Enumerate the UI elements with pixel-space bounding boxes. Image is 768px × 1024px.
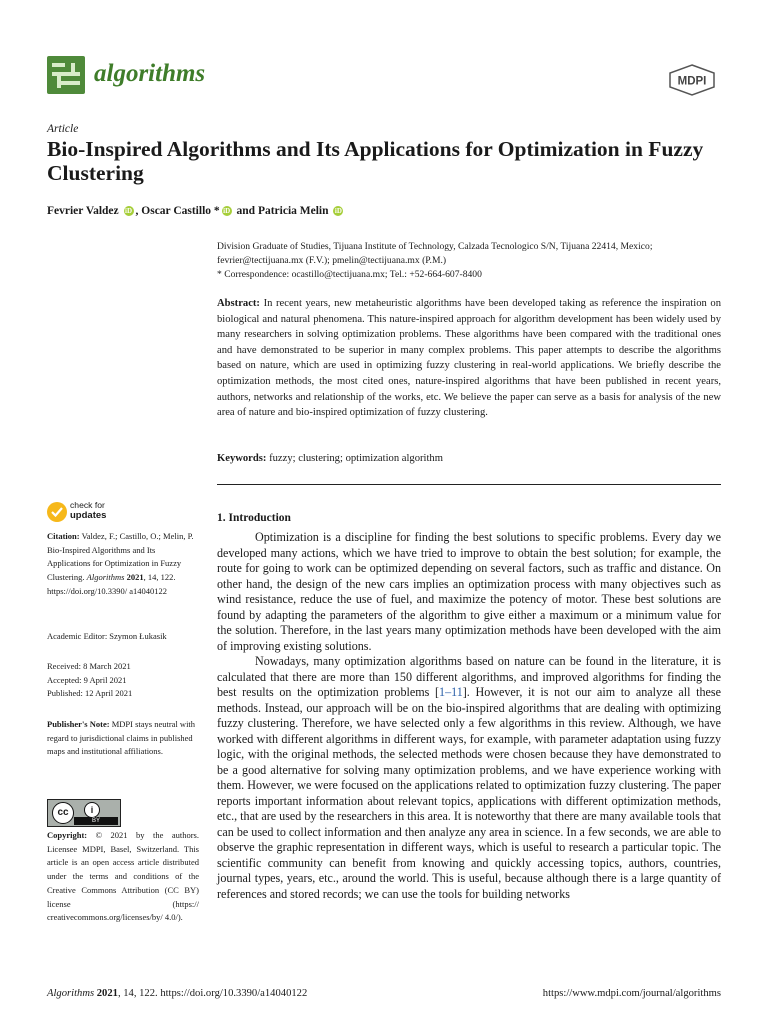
corresponding-mark: * [211,205,220,217]
journal-logo [47,56,85,94]
orcid-icon[interactable]: iD [334,207,342,215]
reference-link[interactable]: 1–11 [439,685,463,699]
footer-doi[interactable]: , 14, 122. https://doi.org/10.3390/a14040122 [117,988,308,999]
footer-citation [47,988,307,999]
author-1[interactable]: Fevrier Valdez [47,205,119,217]
check-updates-icon [47,502,67,522]
publisher-note-text: MDPI stays neutral with regard to jurisdictional claims in published maps and institutional affiliations. [47,719,196,757]
check-for-updates[interactable] [47,500,137,524]
published-date: Published: 12 April 2021 [47,688,133,699]
paragraph-text: Nowadays, many optimization algorithms based on nature can be found in the literature, it is calculated that there are more than 150 different algorithms, and improved algorithms for finding the best results on the optimization problems [ [217,654,721,699]
citation-label: Citation: [47,531,80,541]
orcid-icon[interactable]: iD [125,207,133,215]
cc-icon: cc [52,802,74,824]
citation-doi[interactable]: , 14, 122. https://doi.org/10.3390/ a14040122 [47,572,176,596]
citation [47,530,199,599]
correspondence: * Correspondence: ocastillo@tectijuana.mx; Tel.: +52-664-607-8400 [217,269,482,280]
keywords [217,453,443,464]
footer-year: 2021 [94,988,118,999]
by-label: BY [74,817,118,825]
attribution-icon: i [84,802,100,818]
citation-text: Valdez, F.; Castillo, O.; Melin, P. Bio-Inspired Algorithms and Its Applications for Optimization in Fuzzy Clustering. [47,531,194,583]
affiliation-block [217,240,727,282]
article-title: Bio-Inspired Algorithms and Its Applications for Optimization in Fuzzy Clustering [47,137,704,185]
footer-journal-url[interactable]: https://www.mdpi.com/journal/algorithms [542,988,721,999]
mdpi-logo [667,64,717,96]
accepted-date: Accepted: 9 April 2021 [47,674,127,685]
orcid-icon[interactable]: iD [223,207,231,215]
academic-editor: Academic Editor: Szymon Łukasik [47,631,167,641]
author-2[interactable]: Oscar Castillo [141,205,212,217]
cc-by-license-badge[interactable] [47,799,121,827]
check-updates-line2: updates [70,509,107,521]
footer-journal: Algorithms [47,988,95,999]
body-text [217,530,721,902]
received-date: Received: 8 March 2021 [47,661,131,671]
copyright-text: © 2021 by the authors. Licensee MDPI, Basel, Switzerland. This article is an open access article distributed under the terms and conditions of the Creative Commons Attribution (CC BY) license (https:// creativecommons.org/licenses/by/ 4.0/). [47,830,199,923]
copyright-label: Copyright: [47,830,88,840]
author-separator: and [233,205,258,217]
keywords-label: Keywords: [217,453,267,464]
paragraph: Optimization is a discipline for finding the best solutions to specific problems. Every day we developed many actions, which we have tried to improve to obtain the best solution; for example, the route for going to work can be optimized depending on several factors, such as traffic and distance. On other hand, the design of the new cars implies an optimization process with many objectives such as wind resistance, reduce the use of fuel, and maximize the potency of motor. These best solutions are found by adapting the parameters of the algorithm to give either a maximum or a minimum value for the solution. Therefore, in the last years many optimization methods have been developed with the aim of improving existing solutions. [217,530,721,653]
citation-year: 2021 [124,572,144,583]
check-updates-label [70,501,130,520]
author-3[interactable]: Patricia Melin [257,205,329,217]
abstract-label: Abstract: [217,298,260,309]
abstract [217,296,721,421]
copyright [47,829,199,925]
publisher-note-label: Publisher's Note: [47,719,110,729]
paragraph-text: ]. However, it is not our aim to analyze all these methods. Instead, our approach will be on the bio-inspired algorithms that are dealing with optimizing fuzzy clustering. Therefore, we have selected only a few algorithms in this review. Although, we have worked with different algorithms in different ways, for example, with parameter adaptation using fuzzy logic, with the original methods, the selected methods were chosen because they have demonstrated to be a good alternative for solving many optimization problems, and we have experience working with them. However, we were focused on the applications related to optimization fuzzy clustering. The paper reports important information about relevant topics, applications with different optimization methods, etc., that are used by the researchers in this area. It is noteworthy that there are many available tools that can be used to collect information and then analyze any area in science. In a few seconds, we are able to observe the graphic representation in different ways, which is useful to research a particular topic. The scientific community can benefit from knowing and quickly accessing topics, authors, countries, journal types, years, etc., around the world. This is useful, because although there is a large quantity of references and stored records; we can use the tools for building networks [217,685,722,901]
paragraph [217,654,721,902]
citation-journal: Algorithms [86,572,125,583]
journal-name: algorithms [94,60,206,87]
publisher-note [47,718,199,759]
author-list [47,205,345,217]
divider [217,484,721,485]
check-updates-line1: check for [70,500,105,510]
author-separator: , [135,205,142,217]
publisher-name: MDPI [677,75,707,88]
article-type: Article [47,123,79,135]
affiliation: Division Graduate of Studies, Tijuana Institute of Technology, Calzada Tecnologico S/N, Tijuana 22414, Mexico; fevrier@tectijuana.mx (F.V.); pmelin@tectijuana.mx (P.M.) [217,241,653,266]
abstract-text: In recent years, new metaheuristic algorithms have been developed taking as reference the inspiration on biological and natural phenomena. This nature-inspired approach for algorithm development has been widely used by many researchers in solving optimization problems. These algorithms have been compared with the traditional ones and have demonstrated to be superior in many complex problems. This paper attempts to describe the algorithms based on nature, which are used in optimizing fuzzy clustering in real-world applications. We briefly describe the optimization methods, the most cited ones, nature-inspired algorithms that have been published in recent years, authors, networks and relationship of the works, etc. We believe the paper can serve as a basis for analysis of the new area of nature and bio-inspired optimization of fuzzy clustering. [217,298,721,419]
article-dates [47,660,199,701]
section-heading: 1. Introduction [217,512,291,524]
keywords-text: fuzzy; clustering; optimization algorithm [266,453,443,464]
